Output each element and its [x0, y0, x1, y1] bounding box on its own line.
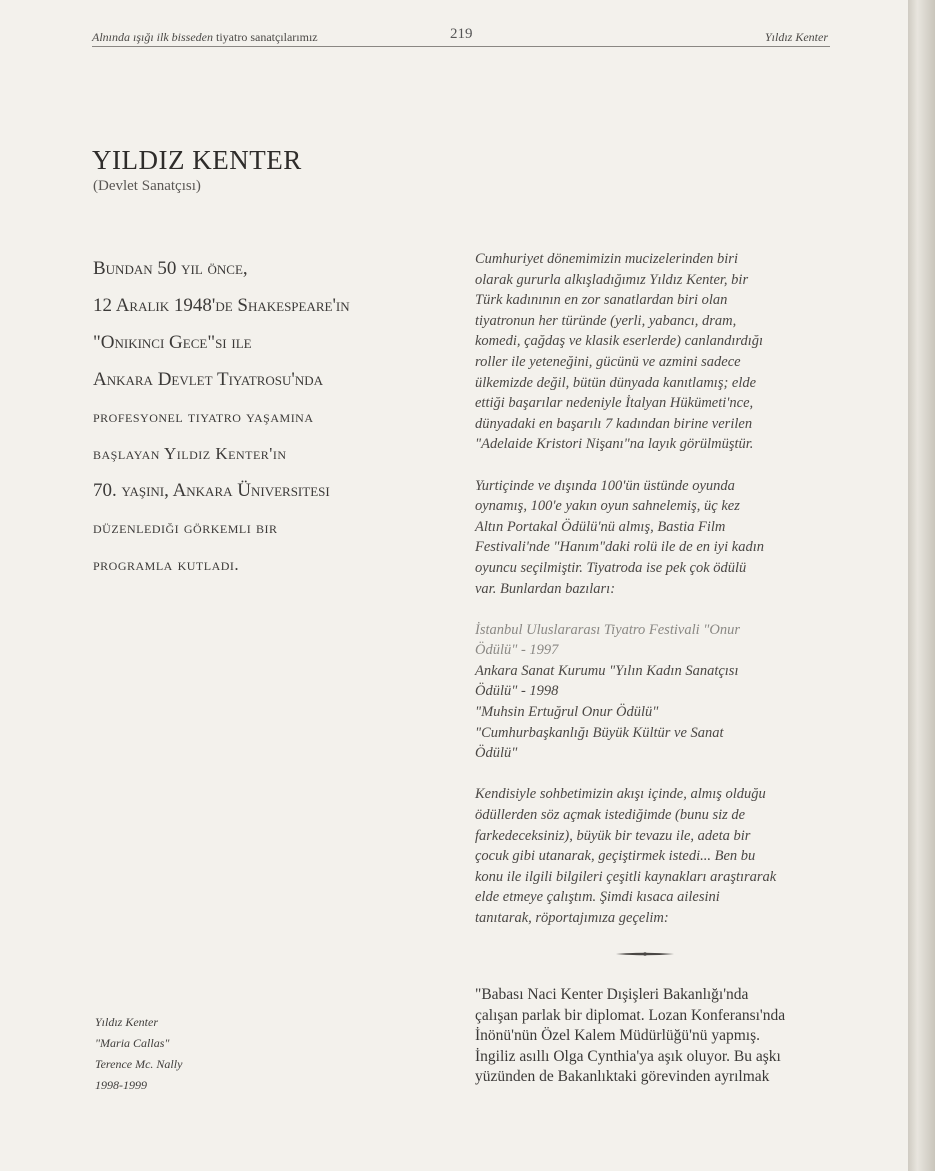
- lead-paragraph: [93, 250, 453, 583]
- text-line: elde etmeye çalıştım. Şimdi kısaca ailesini: [475, 889, 720, 906]
- lead-line: Bundan 50 yıl önce,: [93, 258, 248, 279]
- text-line: konu ile ilgili bilgileri çeşitli kaynakları araştırarak: [475, 868, 777, 885]
- caption-line: Yıldız Kenter: [95, 1015, 159, 1029]
- lead-line: Ankara Devlet Tiyatrosu'nda: [93, 369, 324, 390]
- caption-line: Terence Mc. Nally: [95, 1057, 183, 1071]
- header-right: Yıldız Kenter: [764, 30, 828, 44]
- text-line: oyuncu seçilmiştir. Tiyatroda ise pek çok ödülü: [475, 559, 747, 576]
- text-line: var. Bunlardan bazıları:: [475, 580, 616, 597]
- quote-line: "Babası Naci Kenter Dışişleri Bakanlığı'nda: [475, 986, 749, 1003]
- text-line: Yurtiçinde ve dışında 100'ün üstünde oyunda: [475, 477, 735, 494]
- article-title: YILDIZ KENTER: [92, 145, 302, 175]
- text-line: olarak gururla alkışladığımız Yıldız Kenter, bir: [475, 271, 749, 288]
- award-line: Ödülü" - 1998: [475, 683, 559, 700]
- running-header: [92, 26, 828, 46]
- lead-line: 12 Aralık 1948'de Shakespeare'in: [93, 295, 350, 316]
- text-line: ettiği başarılar nedeniyle İtalyan Hükümeti'nce,: [475, 395, 754, 412]
- text-line: roller ile yeteneğini, gücünü ve azmini sadece: [475, 353, 741, 370]
- interview-quote: [475, 985, 845, 1088]
- quote-line: yüzünden de Bakanlıktaki görevinden ayrılmak: [475, 1068, 770, 1086]
- award-line: "Cumhurbaşkanlığı Büyük Kültür ve Sanat: [475, 724, 724, 741]
- header-left-plain: tiyatro sanatçılarımız: [216, 30, 318, 44]
- quote-line: çalışan parlak bir diplomat. Lozan Konferansı'nda: [475, 1006, 786, 1024]
- text-line: ülkemizde değil, bütün dünyada kanıtlamış; elde: [475, 374, 757, 391]
- lead-line: profesyonel tiyatro yaşamına: [93, 407, 314, 426]
- award-line: Ödülü": [475, 745, 518, 762]
- text-line: Altın Portakal Ödülü'nü almış, Bastia Film: [475, 518, 726, 535]
- divider-ornament: [616, 951, 674, 957]
- text-line: dünyadaki en başarılı 7 kadından birine verilen: [475, 415, 753, 432]
- text-line: komedi, çağdaş ve klasik eserlerde) canlandırdığı: [475, 333, 764, 350]
- text-line: farkedeceksiniz), büyük bir tevazu ile, adeta bir: [475, 827, 751, 844]
- page-edge: [908, 0, 935, 1171]
- lead-line: başlayan Yıldız Kenter'in: [93, 444, 287, 463]
- photo-caption: [95, 1012, 255, 1096]
- award-line: Ankara Sanat Kurumu "Yılın Kadın Sanatçısı: [475, 662, 739, 679]
- header-left: [92, 30, 318, 45]
- award-line: İstanbul Uluslararası Tiyatro Festivali "Onur: [475, 621, 740, 638]
- lead-line: 70. yaşını, Ankara Üniversitesi: [93, 480, 330, 501]
- career-paragraph: [475, 476, 835, 600]
- text-line: çocuk gibi utanarak, geçiştirmek istedi... Ben bu: [475, 848, 756, 865]
- text-line: Festivali'nde "Hanım"daki rolü ile de en iyi kadın: [475, 539, 764, 556]
- award-line: Ödülü" - 1997: [475, 642, 559, 659]
- header-left-italic: Alnında ışığı ilk bisseden: [92, 30, 213, 44]
- lead-line: düzenlediği görkemli bir: [93, 518, 278, 537]
- text-line: "Adelaide Kristori Nişanı"na layık görülmüştür.: [475, 436, 754, 453]
- interview-intro-paragraph: [475, 784, 835, 928]
- quote-line: İngiliz asıllı Olga Cynthia'ya aşık oluyor. Bu aşkı: [475, 1047, 781, 1065]
- lead-line: "Onikinci Gece"si ile: [93, 332, 252, 353]
- article-subtitle: (Devlet Sanatçısı): [93, 178, 201, 194]
- caption-line: "Maria Callas": [95, 1036, 170, 1050]
- body-column: [475, 249, 835, 949]
- text-line: ödüllerden söz açmak istediğimde (bunu siz de: [475, 807, 746, 824]
- header-rule: [92, 46, 830, 47]
- text-line: Cumhuriyet dönemimizin mucizelerinden biri: [475, 251, 738, 267]
- intro-paragraph: [475, 249, 835, 455]
- quote-line: İnönü'nün Özel Kalem Müdürlüğü'nü yapmış.: [475, 1027, 760, 1045]
- section-divider: [616, 951, 674, 957]
- text-line: tiyatronun her türünde (yerli, yabancı, dram,: [475, 312, 737, 329]
- awards-list: [475, 620, 835, 764]
- award-line: "Muhsin Ertuğrul Onur Ödülü": [475, 704, 659, 721]
- text-line: Kendisiyle sohbetimizin akışı içinde, almış olduğu: [475, 786, 766, 803]
- page-number: 219: [450, 26, 473, 42]
- lead-line: programla kutladı.: [93, 555, 240, 574]
- text-line: oynamış, 100'e yakın oyun sahnelemiş, üç kez: [475, 498, 740, 515]
- text-line: tanıtarak, röportajımıza geçelim:: [475, 910, 669, 926]
- caption-line: 1998-1999: [95, 1078, 147, 1092]
- text-line: Türk kadınının en zor sanatlardan biri olan: [475, 292, 728, 309]
